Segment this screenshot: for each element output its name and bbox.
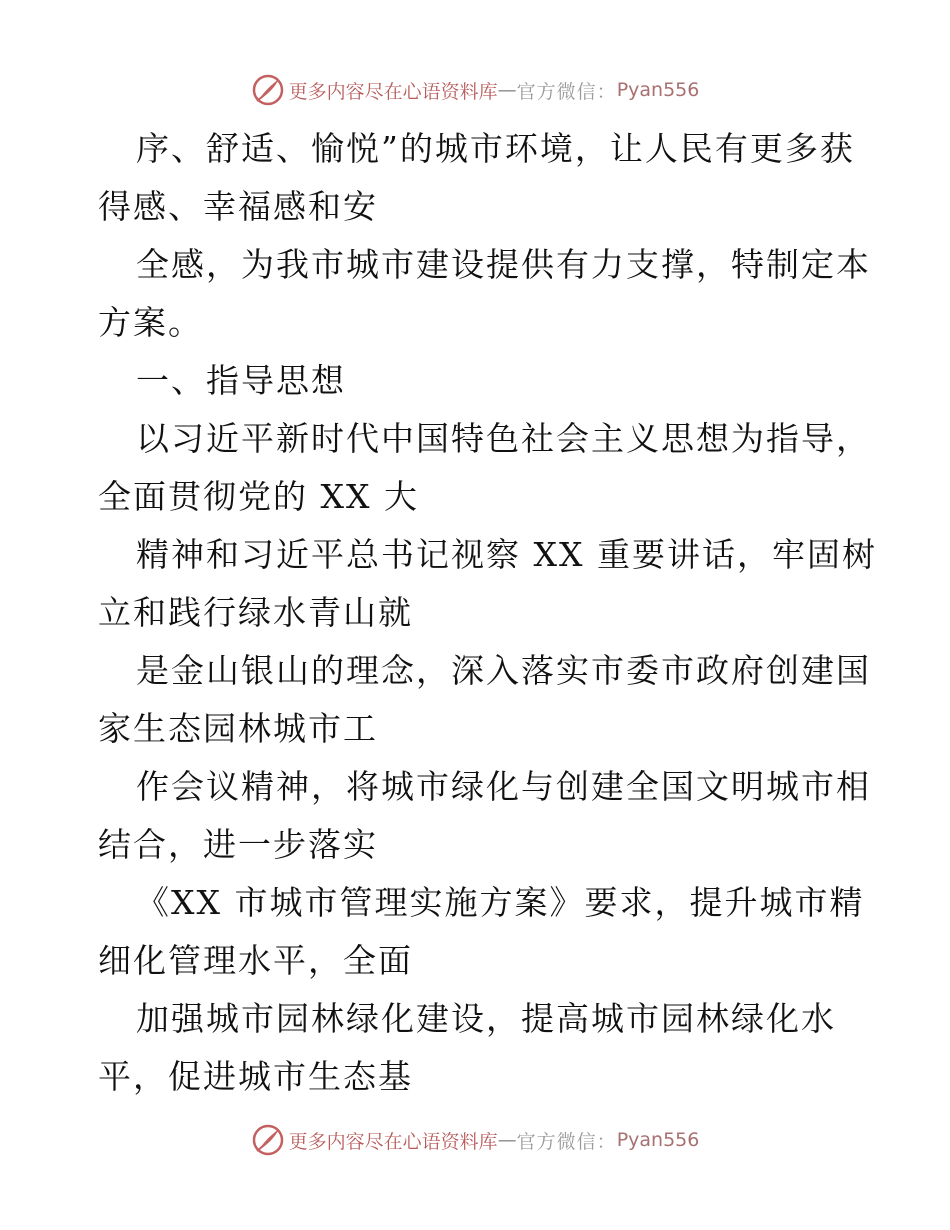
text-line: 细化管理水平，全面	[98, 941, 413, 980]
text-line: 得感、幸福感和安	[98, 187, 378, 226]
section-heading: 一、指导思想	[136, 361, 346, 400]
text-line: 《XX 市城市管理实施方案》要求，提升城市精	[136, 883, 865, 922]
text-line: 作会议精神，将城市绿化与创建全国文明城市相	[136, 767, 871, 806]
header-watermark	[0, 70, 950, 110]
text-line: 方案。	[98, 303, 203, 342]
watermark-separator: —	[497, 1129, 517, 1151]
text-line: 加强城市园林绿化建设，提高城市园林绿化水	[136, 999, 836, 1038]
text-line: 家生态园林城市工	[98, 709, 378, 748]
text-line: 以习近平新时代中国特色社会主义思想为指导，	[136, 419, 871, 458]
text-line: 精神和习近平总书记视察 XX 重要讲话，牢固树	[136, 535, 877, 574]
text-line: 全感，为我市城市建设提供有力支撑，特制定本	[136, 245, 871, 284]
watermark-main-text: 更多内容尽在心语资料库	[288, 80, 498, 103]
watermark-wechat-id: Pyan556	[616, 79, 700, 101]
text-line: 序、舒适、愉悦”的城市环境，让人民有更多获	[136, 129, 855, 168]
text-line: 全面贯彻党的 XX 大	[98, 477, 419, 516]
watermark-wechat-label: 官方微信：	[516, 80, 617, 103]
text-line: 平，促进城市生态基	[98, 1057, 413, 1096]
text-line: 是金山银山的理念，深入落实市委市政府创建国	[136, 651, 871, 690]
footer-watermark	[0, 1120, 950, 1160]
text-line: 立和践行绿水青山就	[98, 593, 413, 632]
text-line: 结合，进一步落实	[98, 825, 378, 864]
watermark-separator: —	[497, 79, 517, 101]
feather-pen-logo-icon	[251, 73, 285, 107]
feather-pen-logo-icon	[251, 1123, 285, 1157]
watermark-wechat-label: 官方微信：	[516, 1130, 617, 1153]
document-body	[98, 120, 877, 1106]
watermark-main-text: 更多内容尽在心语资料库	[288, 1130, 498, 1153]
watermark-wechat-id: Pyan556	[616, 1129, 700, 1151]
